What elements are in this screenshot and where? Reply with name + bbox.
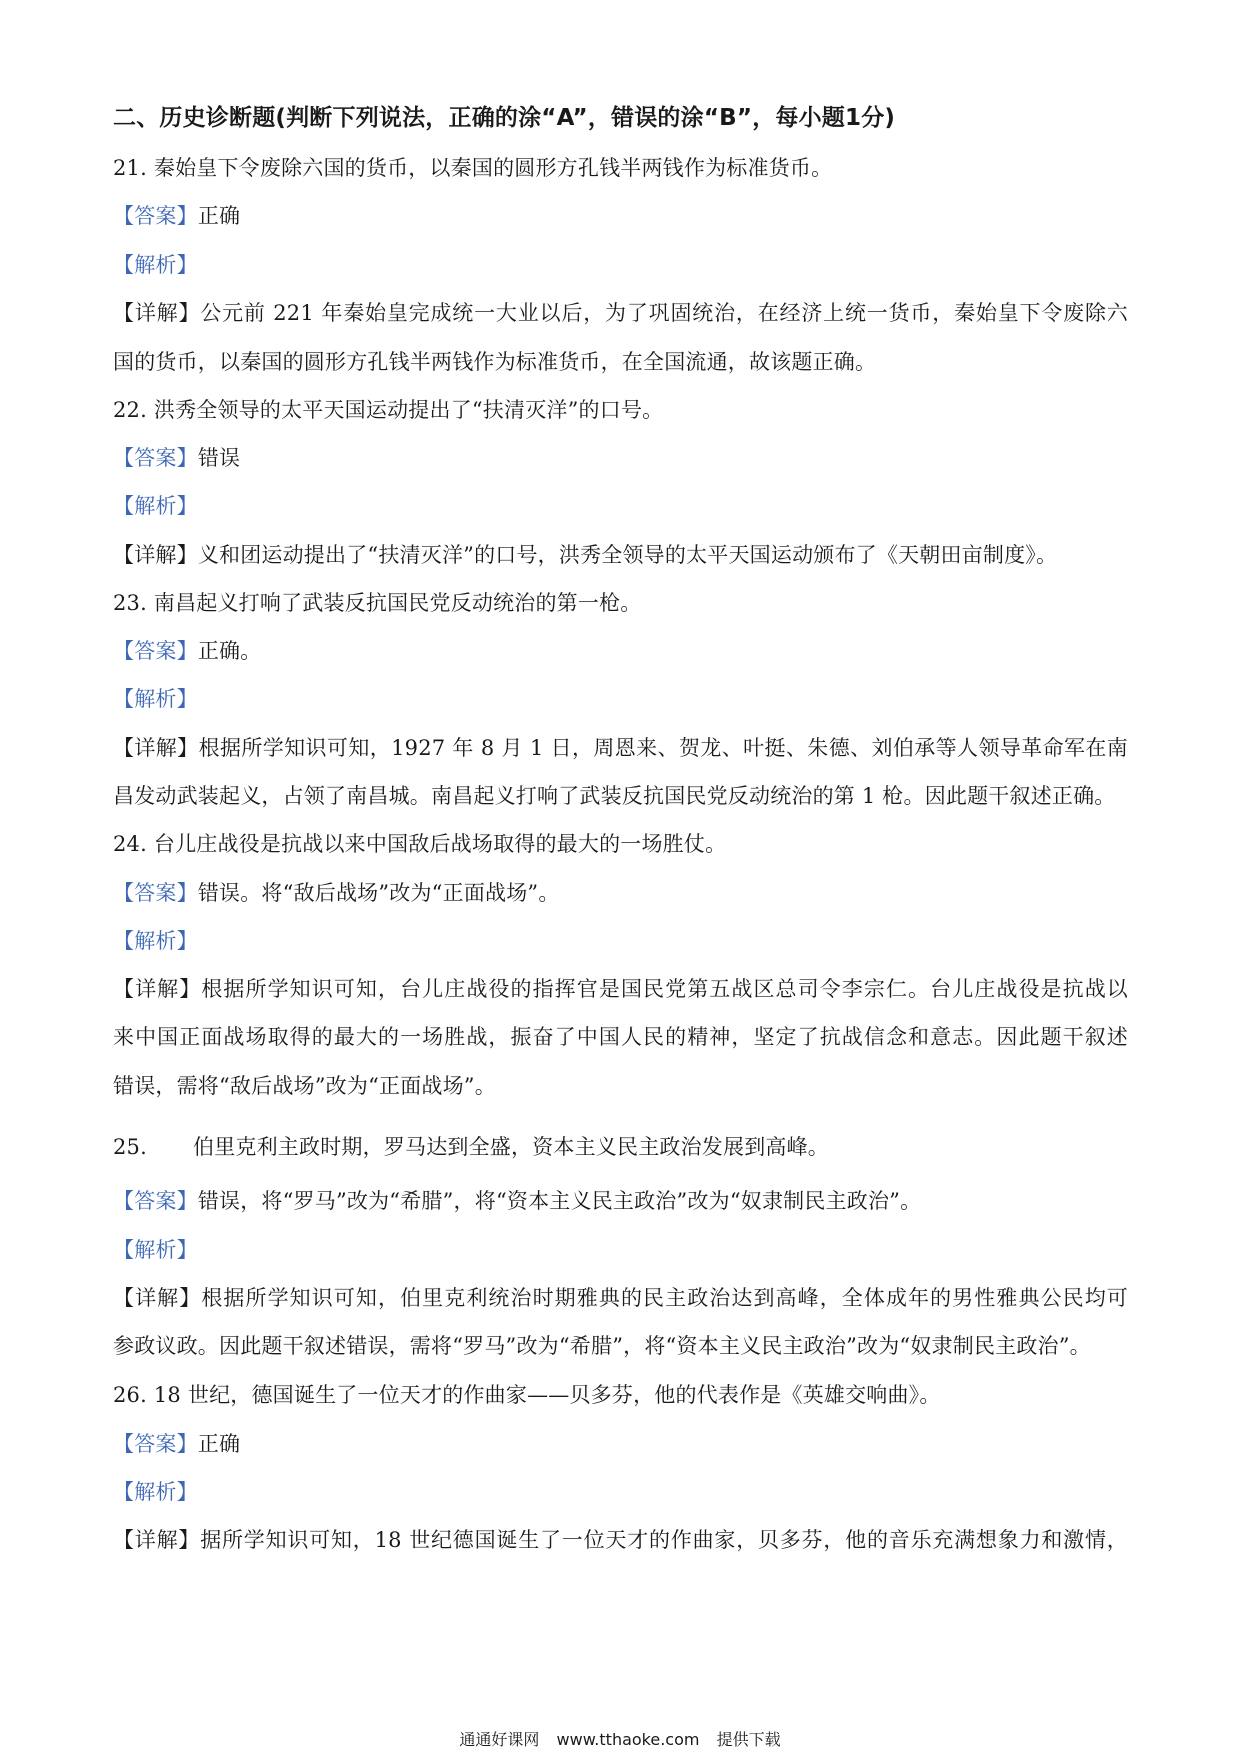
analysis-label-25: 【解析】 [113,1238,198,1262]
detail-22-line-1: 【详解】义和团运动提出了“扶清灭洋”的口号，洪秀全领导的太平天国运动颁布了《天朝田亩制度》。 [113,543,1058,567]
detail-label: 【详解】 [113,1528,201,1552]
detail-23-line-1: 【详解】根据所学知识可知，1927 年 8 月 1 日，周恩来、贺龙、叶挺、朱德、刘伯承等人领导革命军在南 [113,736,1128,760]
answer-21-text: 正确 [197,204,241,228]
answer-26 [113,1430,240,1458]
answer-21 [113,202,240,230]
question-25: 25. 伯里克利主政时期，罗马达到全盛，资本主义民主政治发展到高峰。 [113,1135,829,1159]
detail-21-line-1: 【详解】公元前 221 年秦始皇完成统一大业以后，为了巩固统治，在经济上统一货币，秦始皇下令废除六 [113,301,1128,325]
question-26: 26. 18 世纪，德国诞生了一位天才的作曲家——贝多芬，他的代表作是《英雄交响曲》。 [113,1383,941,1407]
answer-22 [113,444,240,472]
answer-label: 【答案】 [113,204,198,228]
analysis-label-26: 【解析】 [113,1480,198,1504]
answer-label: 【答案】 [113,1189,198,1213]
page-footer [0,1730,1240,1750]
answer-label: 【答案】 [113,446,198,470]
answer-24-text: 错误。将“敌后战场”改为“正面战场”。 [197,881,560,905]
question-22: 22. 洪秀全领导的太平天国运动提出了“扶清灭洋”的口号。 [113,398,664,422]
detail-25-line-2: 参政议政。因此题干叙述错误，需将“罗马”改为“希腊”，将“资本主义民主政治”改为“奴隶制民主政治”。 [113,1334,1091,1358]
detail-24-line-2: 来中国正面战场取得的最大的一场胜战，振奋了中国人民的精神，坚定了抗战信念和意志。因此题干叙述 [113,1025,1128,1049]
footer-url[interactable]: www.tthaoke.com [556,1730,700,1749]
answer-24 [113,879,560,907]
answer-23-text: 正确。 [197,639,262,663]
question-23: 23. 南昌起义打响了武装反抗国民党反动统治的第一枪。 [113,591,642,615]
section-title: 二、历史诊断题(判断下列说法，正确的涂“A”，错误的涂“B”，每小题1分) [113,105,896,131]
analysis-label-22: 【解析】 [113,494,198,518]
detail-label: 【详解】 [113,736,199,760]
detail-26-line-1: 【详解】据所学知识可知，18 世纪德国诞生了一位天才的作曲家，贝多芬，他的音乐充满想象力和激情， [113,1528,1128,1552]
answer-label: 【答案】 [113,1432,198,1456]
question-25-number: 25. [113,1135,147,1159]
detail-21-line-2: 国的货币，以秦国的圆形方孔钱半两钱作为标准货币，在全国流通，故该题正确。 [113,350,877,374]
answer-label: 【答案】 [113,639,198,663]
answer-25 [113,1187,921,1215]
detail-label: 【详解】 [113,1286,202,1310]
footer-site-name: 通通好课网 [459,1730,540,1749]
question-21: 21. 秦始皇下令废除六国的货币，以秦国的圆形方孔钱半两钱作为标准货币。 [113,156,833,180]
detail-label: 【详解】 [113,301,201,325]
detail-23-line-2: 昌发动武装起义，占领了南昌城。南昌起义打响了武装反抗国民党反动统治的第 1 枪。因此题干叙述正确。 [113,784,1116,808]
answer-22-text: 错误 [197,446,241,470]
answer-label: 【答案】 [113,881,198,905]
analysis-label-23: 【解析】 [113,687,198,711]
analysis-label-24: 【解析】 [113,929,198,953]
detail-label: 【详解】 [113,977,202,1001]
analysis-label-21: 【解析】 [113,253,198,277]
footer-tail: 提供下载 [716,1730,781,1749]
detail-24-line-1: 【详解】根据所学知识可知，台儿庄战役的指挥官是国民党第五战区总司令李宗仁。台儿庄战役是抗战以 [113,977,1128,1001]
answer-26-text: 正确 [197,1432,241,1456]
answer-25-text: 错误，将“罗马”改为“希腊”，将“资本主义民主政治”改为“奴隶制民主政治”。 [197,1189,922,1213]
detail-25-line-1: 【详解】根据所学知识可知，伯里克利统治时期雅典的民主政治达到高峰，全体成年的男性雅典公民均可 [113,1286,1128,1310]
detail-label: 【详解】 [113,543,198,567]
question-24: 24. 台儿庄战役是抗战以来中国敌后战场取得的最大的一场胜仗。 [113,832,727,856]
detail-24-line-3: 错误，需将“敌后战场”改为“正面战场”。 [113,1074,496,1098]
answer-23 [113,637,261,665]
